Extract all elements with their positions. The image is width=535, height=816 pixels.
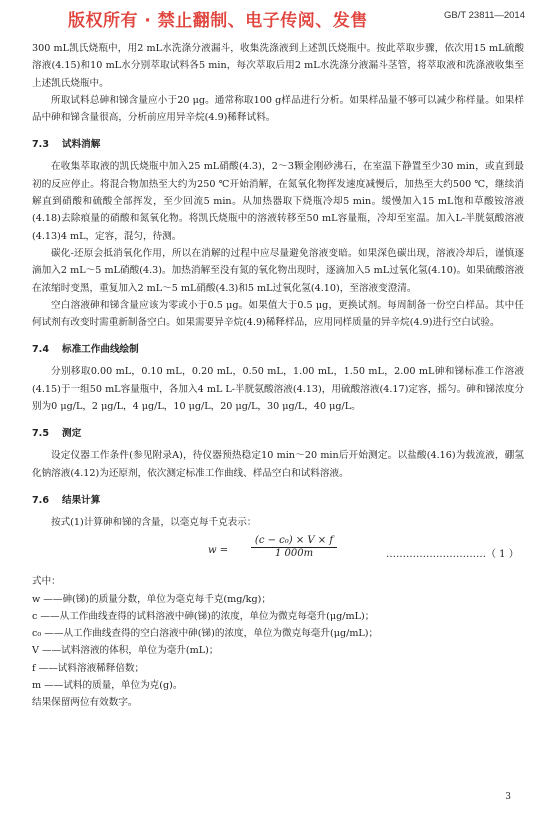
formula-1	[32, 535, 524, 571]
paragraph: 空白溶液砷和锑含量应该为零或小于0.5 μg。如果值大于0.5 μg，更换试剂。每周制备一份空白样品。其中任何试剂有改变时需重新制备空白。如果需要异辛烷(4.9)稀释样品，应用同样质量的异辛烷(4.9)进行空白试验。	[32, 299, 524, 329]
variable-definitions	[32, 573, 524, 711]
paragraph: 所取试料总砷和锑含量应小于20 μg。通常称取100 g样品进行分析。如果样品量不够可以减少称样量。如果样品中砷和锑含量很高，分析前应用异辛烷(4.9)稀释试料。	[32, 94, 524, 124]
definition-item: m ——试料的质量，单位为克(g)。	[32, 680, 183, 692]
document-body	[32, 40, 524, 712]
page-number: 3	[505, 792, 511, 802]
formula-lhs: w =	[208, 545, 229, 557]
definition-item: c₀ ——从工作曲线查得的空白溶液中砷(锑)的浓度，单位为微克每毫升(μg/mL)；	[32, 628, 379, 640]
section-number: 7.4	[32, 344, 49, 356]
paragraph: 分别移取0.00 mL，0.10 mL，0.20 mL，0.50 mL，1.00 mL，1.50 mL，2.00 mL砷和锑标准工作溶液(4.15)于一组50 mL容量瓶中，各加入4 mL L-半胱氨酸溶液(4.13)，用硫酸溶液(4.17)定容，摇匀。砷和锑浓度分别为0 μg/L，2 μg/L，4 μg/L，10 μg/L，20 μg/L，30 μg/L，40 μg/L。	[32, 366, 524, 413]
page-header	[0, 6, 535, 32]
section-heading-7-5	[32, 425, 524, 439]
paragraph: 设定仪器工作条件(参见附录A)，待仪器预热稳定10 min～20 min后开始测定。以盐酸(4.16)为载流液，硼氢化钠溶液(4.12)为还原剂，依次测定标准工作曲线、样品空白和试料溶液。	[32, 450, 524, 479]
section-heading-7-6	[32, 492, 524, 506]
equation-number: …………………………（ 1 ）	[386, 549, 519, 561]
section-number: 7.3	[32, 139, 49, 151]
formula-denominator: 1 000m	[274, 548, 314, 560]
section-title: 结果计算	[62, 494, 101, 506]
section-number: 7.5	[32, 428, 49, 440]
definition-item: f ——试料溶液稀释倍数；	[32, 662, 145, 674]
standard-number: GB/T 23811—2014	[444, 10, 525, 21]
section-heading-7-3	[32, 136, 524, 150]
definition-item: w ——砷(锑)的质量分数，单位为毫克每千克(mg/kg)；	[32, 593, 271, 605]
section-number: 7.6	[32, 494, 49, 506]
copyright-watermark: 版权所有 · 禁止翻制、电子传阅、发售	[68, 11, 368, 31]
paragraph: 300 mL凯氏烧瓶中，用2 mL水洗涤分液漏斗，收集洗涤液到上述凯氏烧瓶中。按此萃取步骤，依次用15 mL硫酸溶液(4.15)和10 mL水分别萃取试料各5 min，每次萃取后用2 mL水洗涤分液漏斗茎管，将萃取液和洗涤液收集至上述凯氏烧瓶中。	[32, 43, 524, 89]
closing-note: 结果保留两位有效数字。	[32, 697, 138, 709]
section-title: 测定	[62, 428, 82, 440]
definition-item: V ——试料溶液的体积，单位为毫升(mL)；	[32, 645, 219, 657]
section-heading-7-4	[32, 341, 524, 355]
paragraph: 按式(1)计算砷和锑的含量，以毫克每千克表示：	[51, 516, 257, 528]
section-title: 标准工作曲线绘制	[62, 344, 139, 356]
definition-item: c ——从工作曲线查得的试料溶液中砷(锑)的浓度，单位为微克每毫升(μg/mL)；	[32, 610, 375, 622]
definitions-intro: 式中：	[32, 576, 61, 588]
paragraph: 在收集萃取液的凯氏烧瓶中加入25 mL硝酸(4.3)，2～3颗金刚砂沸石，在室温下静置至少30 min，或直到最初的反应停止。将混合物加热至大约为250 ℃开始消解，在氮氧化物挥发速度减慢后，加热至大约500 ℃，继续消解直到硝酸和硫酸全部挥发，至少回流5 min。从加热器取下烧瓶冷却5 min。缓慢加入15 mL饱和草酸铵溶液(4.18)去除痕量的硝酸和氮氧化物。将凯氏烧瓶中的溶液转移至50 mL容量瓶，冷却至室温。加入L-半胱氨酸溶液(4.13)4 mL，定容，混匀，待测。	[32, 161, 524, 242]
formula-numerator: (c − c₀) × V × f	[251, 535, 337, 548]
paragraph: 碳化-还原会抵消氧化作用，所以在消解的过程中应尽量避免溶液变暗。如果深色碳出现，溶液冷却后，谨慎逐滴加入2 mL～5 mL硝酸(4.3)。加热消解至没有氮的氧化物出现时，逐滴加入5 mL过氧化氢(4.10)。如果硫酸溶液在浓缩时变黑，重复加入2 mL～5 mL硝酸(4.3)和5 mL过氧化氢(4.10)，至溶液变澄清。	[32, 247, 524, 294]
formula-fraction	[234, 535, 354, 559]
section-title: 试料消解	[62, 139, 101, 151]
